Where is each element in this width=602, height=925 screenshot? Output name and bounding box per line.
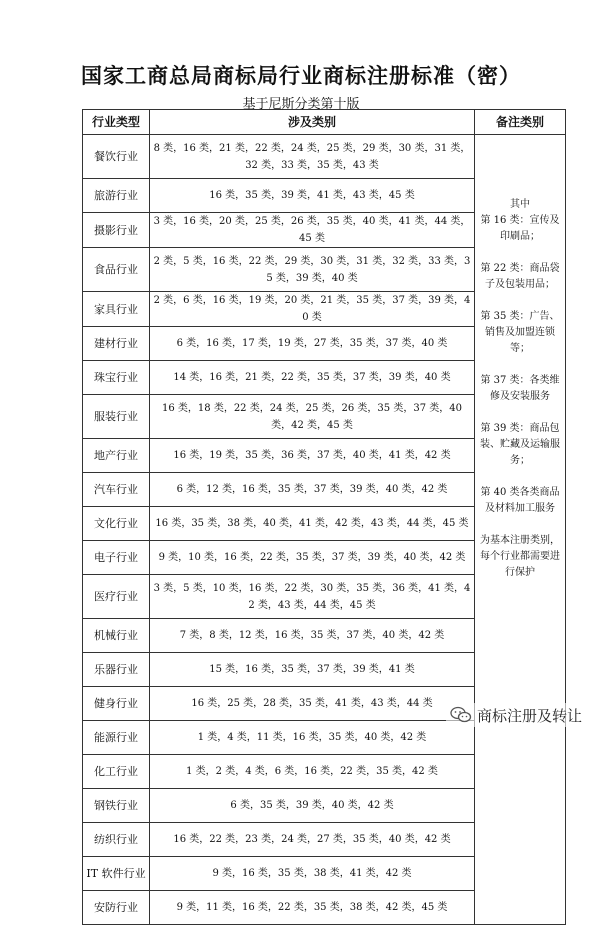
industry-cell: 钢铁行业 bbox=[83, 789, 150, 823]
classes-cell: 7 类，8 类，12 类，16 类，35 类，37 类，40 类，42 类 bbox=[150, 619, 475, 653]
industry-cell: 安防行业 bbox=[83, 891, 150, 925]
note-basic: 为基本注册类别，每个行业都需要进行保护 bbox=[480, 535, 560, 578]
classes-cell: 16 类，19 类，35 类，36 类，37 类，40 类，41 类，42 类 bbox=[150, 439, 475, 473]
industry-cell: 摄影行业 bbox=[83, 213, 150, 248]
note-intro: 其中 bbox=[510, 199, 530, 210]
industry-cell: 服装行业 bbox=[83, 395, 150, 439]
document-title: 国家工商总局商标局行业商标注册标准（密） bbox=[81, 64, 521, 88]
classes-cell: 16 类，35 类，39 类，41 类，43 类，45 类 bbox=[150, 179, 475, 213]
classes-cell: 6 类，12 类，16 类，35 类，37 类，39 类，40 类，42 类 bbox=[150, 473, 475, 507]
classes-cell: 16 类，22 类，23 类，24 类，27 类，35 类，40 类，42 类 bbox=[150, 823, 475, 857]
industry-cell: 地产行业 bbox=[83, 439, 150, 473]
classes-cell: 2 类，5 类，16 类，22 类，29 类，30 类，31 类，32 类，33 类，35 类，39 类，40 类 bbox=[150, 248, 475, 292]
note-class-16: 第 16 类：宣传及印刷品； bbox=[480, 215, 560, 242]
note-cell bbox=[475, 135, 566, 925]
classes-cell: 15 类，16 类，35 类，37 类，39 类，41 类 bbox=[150, 653, 475, 687]
classes-cell: 6 类，35 类，39 类，40 类，42 类 bbox=[150, 789, 475, 823]
industry-cell: 乐器行业 bbox=[83, 653, 150, 687]
industry-cell: 能源行业 bbox=[83, 721, 150, 755]
note-class-22: 第 22 类：商品袋子及包装用品； bbox=[480, 263, 560, 290]
industry-class-table bbox=[82, 109, 566, 925]
classes-cell: 6 类，16 类，17 类，19 类，27 类，35 类，37 类，40 类 bbox=[150, 327, 475, 361]
header-industry: 行业类型 bbox=[83, 110, 150, 135]
header-note: 备注类别 bbox=[475, 110, 566, 135]
industry-cell: 食品行业 bbox=[83, 248, 150, 292]
industry-cell: 家具行业 bbox=[83, 292, 150, 327]
watermark-text: 商标注册及转让 bbox=[477, 706, 583, 725]
account-watermark bbox=[446, 703, 586, 727]
document-subtitle: 基于尼斯分类第十版 bbox=[242, 97, 360, 112]
industry-cell: 汽车行业 bbox=[83, 473, 150, 507]
classes-cell: 16 类，18 类，22 类，24 类，25 类，26 类，35 类，37 类，40 类，42 类，45 类 bbox=[150, 395, 475, 439]
industry-cell: 化工行业 bbox=[83, 755, 150, 789]
note-class-37: 第 37 类：各类维修及安装服务 bbox=[480, 375, 560, 402]
classes-cell: 9 类，11 类，16 类，22 类，35 类，38 类，42 类，45 类 bbox=[150, 891, 475, 925]
header-classes: 涉及类别 bbox=[150, 110, 475, 135]
industry-cell: 旅游行业 bbox=[83, 179, 150, 213]
classes-cell: 1 类，4 类，11 类，16 类，35 类，40 类，42 类 bbox=[150, 721, 475, 755]
classes-cell: 1 类，2 类，4 类，6 类，16 类，22 类，35 类，42 类 bbox=[150, 755, 475, 789]
table-row bbox=[83, 135, 566, 179]
industry-cell: 餐饮行业 bbox=[83, 135, 150, 179]
industry-cell: 建材行业 bbox=[83, 327, 150, 361]
industry-cell: 珠宝行业 bbox=[83, 361, 150, 395]
industry-cell: 电子行业 bbox=[83, 541, 150, 575]
classes-cell: 3 类，16 类，20 类，25 类，26 类，35 类，40 类，41 类，44 类，45 类 bbox=[150, 213, 475, 248]
classes-cell: 16 类，25 类，28 类，35 类，41 类，43 类，44 类 bbox=[150, 687, 475, 721]
classes-cell: 14 类，16 类，21 类，22 类，35 类，37 类，39 类，40 类 bbox=[150, 361, 475, 395]
industry-cell: 纺织行业 bbox=[83, 823, 150, 857]
note-class-35: 第 35 类：广告、销售及加盟连锁等； bbox=[480, 311, 560, 354]
classes-cell: 9 类，10 类，16 类，22 类，35 类，37 类，39 类，40 类，42 类 bbox=[150, 541, 475, 575]
industry-cell: 医疗行业 bbox=[83, 575, 150, 619]
classes-cell: 16 类，35 类，38 类，40 类，41 类，42 类，43 类，44 类，45 类 bbox=[150, 507, 475, 541]
wechat-icon bbox=[450, 706, 472, 724]
industry-cell: 健身行业 bbox=[83, 687, 150, 721]
note-class-39: 第 39 类：商品包装、贮藏及运输服务； bbox=[480, 423, 560, 466]
classes-cell: 9 类，16 类，35 类，38 类，41 类，42 类 bbox=[150, 857, 475, 891]
classes-cell: 3 类，5 类，10 类，16 类，22 类，30 类，35 类，36 类，41 类，42 类，43 类，44 类，45 类 bbox=[150, 575, 475, 619]
industry-cell: IT 软件行业 bbox=[83, 857, 150, 891]
industry-cell: 文化行业 bbox=[83, 507, 150, 541]
industry-cell: 机械行业 bbox=[83, 619, 150, 653]
classes-cell: 8 类，16 类，21 类，22 类，24 类，25 类，29 类，30 类，31 类，32 类，33 类，35 类，43 类 bbox=[150, 135, 475, 179]
classes-cell: 2 类，6 类，16 类，19 类，20 类，21 类，35 类，37 类，39 类，40 类 bbox=[150, 292, 475, 327]
note-class-40: 第 40 类各类商品及材料加工服务 bbox=[480, 487, 560, 514]
